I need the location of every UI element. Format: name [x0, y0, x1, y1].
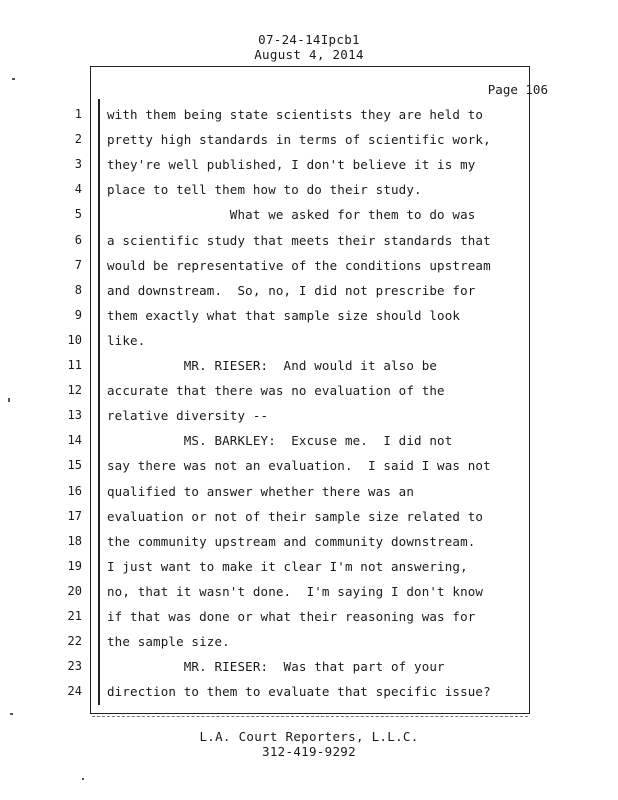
- scan-speck: [8, 398, 10, 402]
- line-number: 10: [67, 333, 82, 347]
- line-number: 1: [74, 107, 82, 121]
- line-number: 6: [74, 233, 82, 247]
- transcript-line: evaluation or not of their sample size related to: [107, 509, 484, 524]
- court-reporter-name: L.A. Court Reporters, L.L.C.: [199, 729, 419, 744]
- document-id: 07-24-14Ipcb1: [258, 32, 360, 47]
- transcript-line: direction to them to evaluate that specific issue?: [107, 684, 491, 699]
- transcript-line: I just want to make it clear I'm not answering,: [107, 559, 468, 574]
- transcript-line: accurate that there was no evaluation of the: [107, 383, 445, 398]
- transcript-line: the sample size.: [107, 634, 230, 649]
- transcript-line: the community upstream and community downstream.: [107, 534, 476, 549]
- transcript-line: like.: [107, 333, 146, 348]
- line-number: 11: [67, 358, 82, 372]
- transcript-line: no, that it wasn't done. I'm saying I don't know: [107, 584, 484, 599]
- line-number: 20: [67, 584, 82, 598]
- line-number: 24: [67, 684, 82, 698]
- document-date: August 4, 2014: [254, 47, 364, 62]
- line-number: 9: [74, 308, 82, 322]
- scan-speck: [12, 78, 15, 80]
- transcript-line: MR. RIESER: And would it also be: [107, 358, 438, 373]
- line-number: 7: [74, 258, 82, 272]
- line-number: 17: [67, 509, 82, 523]
- transcript-line: and downstream. So, no, I did not prescribe for: [107, 283, 476, 298]
- line-number: 15: [67, 458, 82, 472]
- line-number: 18: [67, 534, 82, 548]
- line-number: 13: [67, 408, 82, 422]
- transcript-line: MS. BARKLEY: Excuse me. I did not: [107, 433, 453, 448]
- scan-speck: [82, 778, 84, 780]
- transcript-line: MR. RIESER: Was that part of your: [107, 659, 445, 674]
- scan-speck: [10, 713, 13, 715]
- transcript-line: relative diversity --: [107, 408, 269, 423]
- transcript-line: qualified to answer whether there was an: [107, 484, 415, 499]
- transcript-line: they're well published, I don't believe it is my: [107, 157, 476, 172]
- transcript-line: say there was not an evaluation. I said I was not: [107, 458, 491, 473]
- transcript-line: pretty high standards in terms of scientific work,: [107, 132, 491, 147]
- line-number: 8: [74, 283, 82, 297]
- transcript-line: them exactly what that sample size should look: [107, 308, 461, 323]
- transcript-line: if that was done or what their reasoning was for: [107, 609, 476, 624]
- court-reporter-phone: 312-419-9292: [262, 744, 356, 759]
- line-number: 16: [67, 484, 82, 498]
- page-number: Page 106: [487, 82, 548, 97]
- line-number: 5: [74, 207, 82, 221]
- line-number: 14: [67, 433, 82, 447]
- line-number: 4: [74, 182, 82, 196]
- line-number: 19: [67, 559, 82, 573]
- line-number: 23: [67, 659, 82, 673]
- line-number: 21: [67, 609, 82, 623]
- line-number: 22: [67, 634, 82, 648]
- line-number: 12: [67, 383, 82, 397]
- transcript-line: What we asked for them to do was: [107, 207, 476, 222]
- line-number: 2: [74, 132, 82, 146]
- scan-artifact-line: [92, 716, 528, 718]
- transcript-line: with them being state scientists they are held to: [107, 107, 484, 122]
- transcript-line: would be representative of the conditions upstream: [107, 258, 491, 273]
- line-number: 3: [74, 157, 82, 171]
- transcript-line: place to tell them how to do their study.: [107, 182, 422, 197]
- line-number-divider: [98, 99, 100, 705]
- transcript-line: a scientific study that meets their standards that: [107, 233, 491, 248]
